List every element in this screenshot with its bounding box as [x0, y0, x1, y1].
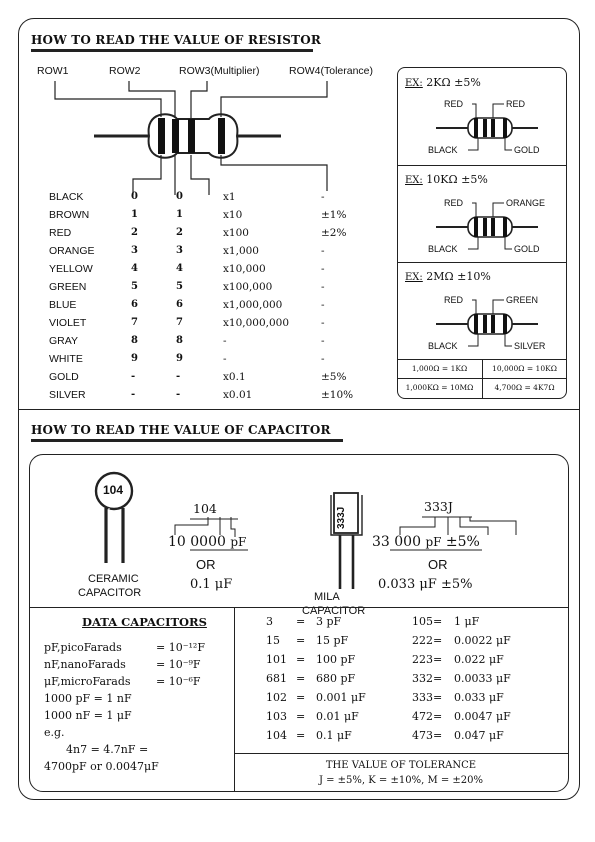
- equivalence: 1000 pF = 1 nF: [44, 692, 132, 705]
- capacitor-code: 332=: [412, 672, 443, 685]
- ceramic-code: 104: [193, 501, 217, 516]
- capacitor-val: 0.0022 μF: [454, 634, 511, 647]
- capacitor-box-divider: [30, 607, 568, 608]
- conversion-cell: 1,000Ω = 1KΩ: [411, 364, 468, 373]
- example-prefix: EX:: [405, 272, 423, 283]
- digit2: 1: [176, 209, 183, 220]
- reference-sheet: [18, 18, 580, 800]
- capacitor-val: 0.001 μF: [316, 691, 366, 704]
- capacitor-code: 223=: [412, 653, 443, 666]
- unit-value: = 10⁻⁶F: [156, 675, 201, 688]
- digit2: 2: [176, 227, 183, 238]
- color-name: ORANGE: [49, 245, 95, 257]
- tolerance: ±2%: [321, 227, 347, 239]
- tolerance: -: [321, 353, 325, 365]
- multiplier: -: [223, 353, 227, 365]
- title-underline: [31, 439, 343, 442]
- band-label: GOLD: [514, 145, 540, 155]
- tolerance: -: [321, 245, 325, 257]
- capacitor-val: 3 pF: [316, 615, 342, 628]
- capacitor-val: 0.1 μF: [316, 729, 352, 742]
- multiplier: x1,000: [223, 245, 259, 257]
- capacitor-code: 104: [266, 729, 287, 742]
- tolerance: ±10%: [321, 389, 354, 401]
- multiplier: x100: [223, 227, 249, 239]
- capacitor-code: 3: [266, 615, 273, 628]
- unit-definition: pF,picoFarads: [44, 641, 122, 654]
- multiplier: x0.1: [223, 371, 246, 383]
- band-label: GREEN: [506, 295, 539, 305]
- digit1: 7: [131, 317, 138, 328]
- ceramic-or: OR: [196, 557, 216, 572]
- capacitor-eq: =: [296, 672, 306, 685]
- digit1: 4: [131, 263, 138, 274]
- tolerance: ±1%: [321, 209, 347, 221]
- capacitor-section-title: HOW TO READ THE VALUE OF CAPACITOR: [31, 423, 331, 437]
- capacitor-code: 105=: [412, 615, 443, 628]
- digit2: 0: [176, 191, 183, 202]
- mila-or: OR: [428, 557, 448, 572]
- tolerance: -: [321, 335, 325, 347]
- multiplier: x10,000: [223, 263, 266, 275]
- digit2: -: [176, 371, 181, 382]
- conversion-cell: 4,700Ω = 4K7Ω: [482, 378, 566, 398]
- multiplier: -: [223, 335, 227, 347]
- capacitor-val: 15 pF: [316, 634, 349, 647]
- conversion-row: [398, 359, 566, 379]
- mila-code: 333J: [424, 499, 453, 514]
- digit1: 0: [131, 191, 138, 202]
- unit-value: = 10⁻⁹F: [156, 658, 201, 671]
- multiplier: x100,000: [223, 281, 273, 293]
- multiplier: x10,000,000: [223, 317, 290, 329]
- conversion-cell: 1,000KΩ = 10MΩ: [405, 383, 474, 392]
- capacitor-eq: =: [296, 615, 306, 628]
- conversion-row: [398, 378, 566, 398]
- mila-label: CAPACITOR: [302, 605, 366, 617]
- example-2m: [398, 262, 566, 360]
- example-value: 2KΩ ±5%: [426, 76, 481, 89]
- conversion-cell: 10,000Ω = 10KΩ: [482, 359, 566, 378]
- unit-value: = 10⁻¹²F: [156, 641, 205, 654]
- digit1: 6: [131, 299, 138, 310]
- tolerance-divider: [234, 753, 568, 754]
- color-name: BLUE: [49, 299, 77, 311]
- band-label: RED: [444, 99, 464, 109]
- resistor-section-title: HOW TO READ THE VALUE OF RESISTOR: [31, 33, 322, 47]
- band-label: BLACK: [428, 341, 458, 351]
- capacitor-code: 473=: [412, 729, 443, 742]
- digit2: 8: [176, 335, 183, 346]
- capacitor-val: 0.0033 μF: [454, 672, 511, 685]
- tolerance: ±5%: [321, 371, 347, 383]
- band-label: GOLD: [514, 244, 540, 254]
- digit2: 3: [176, 245, 183, 256]
- capacitor-val: 100 pF: [316, 653, 356, 666]
- mila-label: MILA: [314, 591, 340, 603]
- color-name: BLACK: [49, 191, 84, 203]
- capacitor-code: 681: [266, 672, 287, 685]
- capacitor-val: 0.033 μF: [454, 691, 504, 704]
- example-line: 4700pF or 0.0047μF: [44, 760, 159, 773]
- capacitor-val: 680 pF: [316, 672, 356, 685]
- capacitor-box: [29, 454, 569, 792]
- tolerance: -: [321, 191, 325, 203]
- small-resistor-icon: [398, 68, 566, 165]
- example-value: 2MΩ ±10%: [426, 270, 491, 283]
- capacitor-code: 102: [266, 691, 287, 704]
- ceramic-unit: pF: [230, 535, 247, 549]
- color-name: GOLD: [49, 371, 79, 383]
- capacitor-eq: =: [296, 691, 306, 704]
- mila-marking: 333J: [336, 506, 347, 529]
- capacitor-val: 0.047 μF: [454, 729, 504, 742]
- row3-label: ROW3(Multiplier): [179, 65, 260, 77]
- capacitor-eq: =: [296, 729, 306, 742]
- examples-box: [397, 67, 567, 399]
- color-name: BROWN: [49, 209, 90, 221]
- tolerance-title: THE VALUE OF TOLERANCE: [325, 760, 477, 771]
- small-resistor-icon: [398, 165, 566, 262]
- digit2: 5: [176, 281, 183, 292]
- digit2: -: [176, 389, 181, 400]
- digit1: 8: [131, 335, 138, 346]
- capacitor-eq: =: [296, 710, 306, 723]
- ceramic-expanded: 10 0000: [168, 534, 226, 550]
- equivalence: 1000 nF = 1 μF: [44, 709, 132, 722]
- unit-definition: nF,nanoFarads: [44, 658, 126, 671]
- digit2: 7: [176, 317, 183, 328]
- capacitor-code: 15: [266, 634, 280, 647]
- example-value: 10KΩ ±5%: [426, 173, 488, 186]
- capacitor-code: 103: [266, 710, 287, 723]
- mila-expanded: 33 000: [372, 534, 421, 550]
- row2-label: ROW2: [109, 65, 141, 77]
- example-label: e.g.: [44, 726, 65, 739]
- color-name: RED: [49, 227, 72, 239]
- multiplier: x0.01: [223, 389, 253, 401]
- example-10k: [398, 165, 566, 263]
- band-label: BLACK: [428, 145, 458, 155]
- digit1: 2: [131, 227, 138, 238]
- band-label: RED: [444, 295, 464, 305]
- capacitor-eq: =: [296, 653, 306, 666]
- example-2k: [398, 68, 566, 166]
- color-name: GRAY: [49, 335, 78, 347]
- capacitor-code: 472=: [412, 710, 443, 723]
- multiplier: x10: [223, 209, 243, 221]
- digit2: 9: [176, 353, 183, 364]
- band-label: ORANGE: [506, 198, 546, 208]
- band-label: SILVER: [514, 341, 546, 351]
- digit1: 1: [131, 209, 138, 220]
- digit1: 5: [131, 281, 138, 292]
- digit2: 4: [176, 263, 183, 274]
- band-label: BLACK: [428, 244, 458, 254]
- row4-label: ROW4(Tolerance): [289, 65, 374, 77]
- capacitor-code: 333=: [412, 691, 443, 704]
- capacitor-code: 101: [266, 653, 287, 666]
- mila-unit: pF: [425, 535, 442, 549]
- tolerance: -: [321, 299, 325, 311]
- color-name: YELLOW: [49, 263, 93, 275]
- example-prefix: EX:: [405, 78, 423, 89]
- multiplier: x1: [223, 191, 236, 203]
- mila-alt-value: 0.033 μF ±5%: [378, 577, 473, 592]
- capacitor-val: 0.01 μF: [316, 710, 359, 723]
- color-name: SILVER: [49, 389, 86, 401]
- ceramic-marking: 104: [103, 483, 124, 497]
- color-name: VIOLET: [49, 317, 87, 329]
- ceramic-alt-value: 0.1 μF: [190, 577, 233, 592]
- tolerance: -: [321, 281, 325, 293]
- digit1: 9: [131, 353, 138, 364]
- color-name: GREEN: [49, 281, 87, 293]
- multiplier: x1,000,000: [223, 299, 283, 311]
- color-name: WHITE: [49, 353, 83, 365]
- tolerance: -: [321, 317, 325, 329]
- digit1: -: [131, 371, 136, 382]
- resistor-diagram: [19, 19, 399, 199]
- capacitor-code: 222=: [412, 634, 443, 647]
- section-divider: [19, 409, 579, 410]
- unit-definition: μF,microFarads: [44, 675, 131, 688]
- mila-tolerance: ±5%: [445, 534, 480, 550]
- digit1: -: [131, 389, 136, 400]
- capacitor-eq: =: [296, 634, 306, 647]
- digit2: 6: [176, 299, 183, 310]
- row1-label: ROW1: [37, 65, 69, 77]
- example-line: 4n7 = 4.7nF =: [66, 743, 149, 756]
- band-label: RED: [444, 198, 464, 208]
- capacitor-val: 0.0047 μF: [454, 710, 511, 723]
- ceramic-label: CAPACITOR: [78, 587, 142, 599]
- ceramic-label: CERAMIC: [88, 573, 139, 585]
- capacitor-val: 0.022 μF: [454, 653, 504, 666]
- example-prefix: EX:: [405, 175, 423, 186]
- tolerance: -: [321, 263, 325, 275]
- capacitor-val: 1 μF: [454, 615, 480, 628]
- digit1: 3: [131, 245, 138, 256]
- tolerance-text: J = ±5%, K = ±10%, M = ±20%: [318, 775, 484, 786]
- data-capacitors-heading: DATA CAPACITORS: [82, 615, 207, 629]
- band-label: RED: [506, 99, 526, 109]
